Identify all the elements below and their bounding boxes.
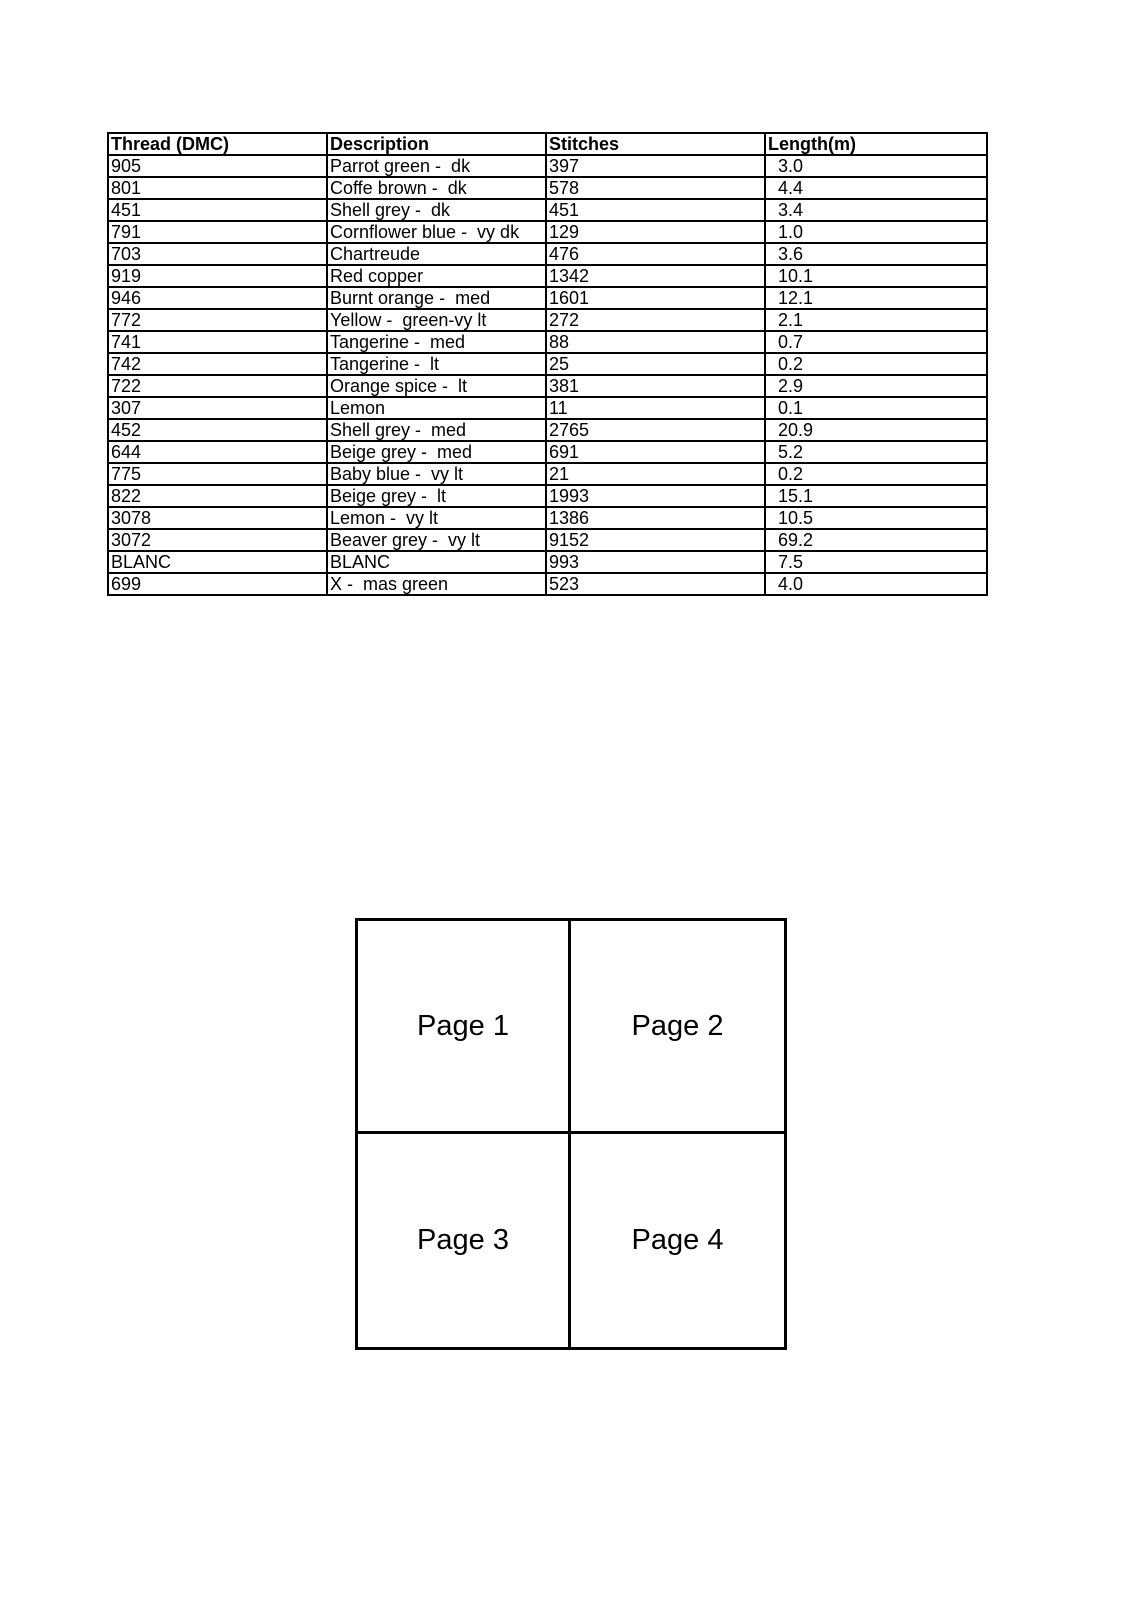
cell-length: 20.9 — [765, 419, 987, 441]
cell-thread: 919 — [108, 265, 327, 287]
cell-length: 4.0 — [765, 573, 987, 595]
cell-length: 3.0 — [765, 155, 987, 177]
cell-stitches: 1993 — [546, 485, 765, 507]
cell-length: 10.1 — [765, 265, 987, 287]
cell-length: 10.5 — [765, 507, 987, 529]
table-row — [108, 397, 987, 419]
cell-thread: 3078 — [108, 507, 327, 529]
table-row — [108, 331, 987, 353]
cell-stitches: 993 — [546, 551, 765, 573]
cell-stitches: 1386 — [546, 507, 765, 529]
cell-stitches: 691 — [546, 441, 765, 463]
cell-length: 2.1 — [765, 309, 987, 331]
cell-description: Shell grey - med — [327, 419, 546, 441]
cell-description: Burnt orange - med — [327, 287, 546, 309]
cell-length: 7.5 — [765, 551, 987, 573]
page-cell-1: Page 1 — [358, 921, 571, 1134]
cell-description: Baby blue - vy lt — [327, 463, 546, 485]
cell-length: 4.4 — [765, 177, 987, 199]
table-row — [108, 573, 987, 595]
cell-thread: 946 — [108, 287, 327, 309]
cell-description: Coffe brown - dk — [327, 177, 546, 199]
cell-stitches: 272 — [546, 309, 765, 331]
cell-length: 69.2 — [765, 529, 987, 551]
cell-thread: 452 — [108, 419, 327, 441]
cell-stitches: 88 — [546, 331, 765, 353]
cell-stitches: 2765 — [546, 419, 765, 441]
cell-description: Red copper — [327, 265, 546, 287]
page-cell-4: Page 4 — [631, 1224, 724, 1256]
cell-thread: 699 — [108, 573, 327, 595]
cell-description: Beige grey - med — [327, 441, 546, 463]
cell-description: X - mas green — [327, 573, 546, 595]
cell-stitches: 129 — [546, 221, 765, 243]
page-layout-diagram — [355, 918, 787, 1350]
table-row — [108, 375, 987, 397]
cell-stitches: 476 — [546, 243, 765, 265]
table-row — [108, 243, 987, 265]
table-row — [108, 177, 987, 199]
table-row — [108, 463, 987, 485]
table-row — [108, 507, 987, 529]
table-row — [108, 551, 987, 573]
table-row — [108, 309, 987, 331]
table-body — [108, 155, 987, 595]
cell-stitches: 11 — [546, 397, 765, 419]
cell-stitches: 21 — [546, 463, 765, 485]
cell-stitches: 381 — [546, 375, 765, 397]
cell-stitches: 451 — [546, 199, 765, 221]
table-row — [108, 221, 987, 243]
cell-description: Yellow - green-vy lt — [327, 309, 546, 331]
cell-thread: 775 — [108, 463, 327, 485]
cell-thread: 772 — [108, 309, 327, 331]
cell-stitches: 397 — [546, 155, 765, 177]
cell-length: 2.9 — [765, 375, 987, 397]
cell-description: Chartreude — [327, 243, 546, 265]
cell-description: BLANC — [327, 551, 546, 573]
table-row — [108, 419, 987, 441]
table-row — [108, 529, 987, 551]
cell-stitches: 578 — [546, 177, 765, 199]
cell-thread: 307 — [108, 397, 327, 419]
cell-length: 3.4 — [765, 199, 987, 221]
header-stitches: Stitches — [546, 133, 765, 155]
table-row — [108, 287, 987, 309]
header-description: Description — [327, 133, 546, 155]
cell-description: Lemon — [327, 397, 546, 419]
page-cell-2: Page 2 — [571, 921, 784, 1134]
header-thread: Thread (DMC) — [108, 133, 327, 155]
cell-thread: 703 — [108, 243, 327, 265]
cell-stitches: 9152 — [546, 529, 765, 551]
table-row — [108, 441, 987, 463]
cell-description: Beige grey - lt — [327, 485, 546, 507]
cell-length: 0.1 — [765, 397, 987, 419]
cell-description: Tangerine - lt — [327, 353, 546, 375]
cell-length: 0.2 — [765, 463, 987, 485]
table-row — [108, 155, 987, 177]
cell-description: Tangerine - med — [327, 331, 546, 353]
cell-thread: 3072 — [108, 529, 327, 551]
cell-thread: 791 — [108, 221, 327, 243]
cell-length: 12.1 — [765, 287, 987, 309]
thread-table — [107, 132, 988, 596]
page-cell-3: Page 3 — [358, 1134, 571, 1347]
cell-length: 1.0 — [765, 221, 987, 243]
table-row — [108, 353, 987, 375]
cell-thread: 905 — [108, 155, 327, 177]
cell-description: Orange spice - lt — [327, 375, 546, 397]
cell-thread: 801 — [108, 177, 327, 199]
cell-stitches: 523 — [546, 573, 765, 595]
table-row — [108, 265, 987, 287]
cell-stitches: 1601 — [546, 287, 765, 309]
cell-description: Parrot green - dk — [327, 155, 546, 177]
cell-thread: 742 — [108, 353, 327, 375]
cell-thread: BLANC — [108, 551, 327, 573]
cell-description: Cornflower blue - vy dk — [327, 221, 546, 243]
cell-length: 0.2 — [765, 353, 987, 375]
table-row — [108, 199, 987, 221]
header-length: Length(m) — [765, 133, 987, 155]
cell-thread: 741 — [108, 331, 327, 353]
cell-description: Beaver grey - vy lt — [327, 529, 546, 551]
cell-length: 3.6 — [765, 243, 987, 265]
table-header-row — [108, 133, 987, 155]
table-row — [108, 485, 987, 507]
cell-thread: 644 — [108, 441, 327, 463]
cell-description: Lemon - vy lt — [327, 507, 546, 529]
cell-thread: 822 — [108, 485, 327, 507]
cell-length: 0.7 — [765, 331, 987, 353]
cell-thread: 451 — [108, 199, 327, 221]
cell-length: 5.2 — [765, 441, 987, 463]
cell-thread: 722 — [108, 375, 327, 397]
cell-stitches: 25 — [546, 353, 765, 375]
cell-description: Shell grey - dk — [327, 199, 546, 221]
cell-length: 15.1 — [765, 485, 987, 507]
cell-stitches: 1342 — [546, 265, 765, 287]
